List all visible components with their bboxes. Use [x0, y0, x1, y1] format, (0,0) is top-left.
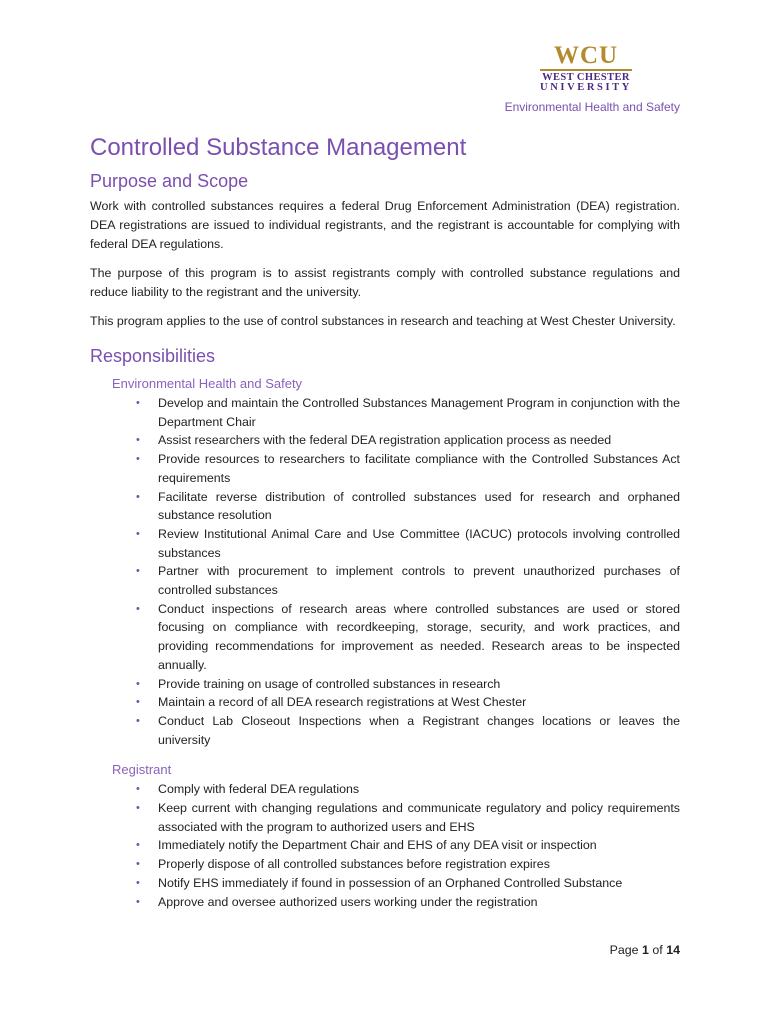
list-item [136, 431, 680, 450]
bullet-icon: • [136, 434, 140, 447]
bullet-icon: • [136, 783, 140, 796]
page-current: 1 [642, 943, 649, 957]
list-item-text: Facilitate reverse distribution of controlled substances used for research and orphaned substance resolution [158, 489, 680, 523]
list-item-text: Keep current with changing regulations and communicate regulatory and policy requirements associated with the program to authorized users and EHS [158, 801, 680, 834]
list-item [136, 693, 680, 712]
purpose-paragraph: This program applies to the use of control substances in research and teaching at West Chester University. [90, 314, 676, 328]
list-item [136, 893, 680, 912]
list-item [136, 799, 680, 836]
list-item [136, 488, 680, 525]
purpose-heading: Purpose and Scope [90, 171, 249, 191]
list-item-text: Notify EHS immediately if found in possession of an Orphaned Controlled Substance [158, 875, 623, 890]
list-item-text: Provide training on usage of controlled substances in research [158, 676, 501, 691]
list-item [136, 874, 680, 893]
header-department: Environmental Health and Safety [504, 100, 680, 114]
page-label: Page [609, 943, 639, 957]
purpose-paragraph: Work with controlled substances requires a federal Drug Enforcement Administration (DEA) registration. DEA registrations are issued to individual registrants, and the registrant is accountable for complying with federal DEA regulations. [90, 199, 680, 251]
bullet-icon: • [136, 895, 140, 908]
document-body [90, 132, 680, 911]
list-item-text: Immediately notify the Department Chair and EHS of any DEA visit or inspection [158, 838, 597, 853]
list-item-text: Assist researchers with the federal DEA registration application process as needed [158, 433, 612, 448]
list-item-text: Partner with procurement to implement controls to prevent unauthorized purchases of controlled substances [158, 564, 680, 598]
list-item [136, 855, 680, 874]
logo-line-1: WEST CHESTER [542, 72, 630, 83]
ehs-subheading: Environmental Health and Safety [112, 376, 303, 391]
list-item [136, 562, 680, 599]
list-item [136, 394, 680, 431]
list-item [136, 675, 680, 694]
list-item [136, 780, 680, 799]
bullet-icon: • [136, 602, 140, 615]
list-item-text: Maintain a record of all DEA research registrations at West Chester [158, 695, 527, 710]
bullet-icon: • [136, 696, 140, 709]
list-item-text: Properly dispose of all controlled substances before registration expires [158, 857, 550, 872]
bullet-icon: • [136, 453, 140, 466]
list-item [136, 450, 680, 487]
list-item-text: Conduct inspections of research areas where controlled substances are used or stored focusing on compliance with recordkeeping, storage, security, and work practices, and providing recommendations for improvement as needed. Research areas to be inspected annually. [158, 601, 680, 672]
wcu-logo [536, 44, 636, 93]
page-title: Controlled Substance Management [90, 134, 467, 161]
bullet-icon: • [136, 490, 140, 503]
registrant-list [90, 780, 680, 911]
list-item-text: Comply with federal DEA regulations [158, 782, 360, 797]
list-item-text: Develop and maintain the Controlled Substances Management Program in conjunction with the Department Chair [158, 396, 680, 429]
bullet-icon: • [136, 714, 140, 727]
list-item-text: Approve and oversee authorized users working under the registration [158, 894, 538, 909]
page-total: 14 [666, 943, 680, 957]
list-item-text: Provide resources to researchers to facilitate compliance with the Controlled Substances Act requirements [158, 452, 680, 485]
list-item [136, 600, 680, 675]
bullet-icon: • [136, 802, 140, 815]
list-item-text: Review Institutional Animal Care and Use Committee (IACUC) protocols involving controlled substances [158, 526, 680, 560]
logo-line-2: UNIVERSITY [540, 82, 632, 93]
bullet-icon: • [136, 876, 140, 889]
responsibilities-heading: Responsibilities [90, 346, 216, 366]
bullet-icon: • [136, 527, 140, 540]
bullet-icon: • [136, 397, 140, 409]
page-of: of [652, 943, 663, 957]
list-item [136, 525, 680, 562]
logo-rule [540, 69, 632, 71]
bullet-icon: • [136, 565, 140, 578]
ehs-list [90, 394, 680, 749]
bullet-icon: • [136, 677, 140, 690]
logo-mark: WCU [553, 42, 619, 69]
page-number [610, 943, 680, 957]
bullet-icon: • [136, 839, 140, 852]
bullet-icon: • [136, 858, 140, 871]
list-item-text: Conduct Lab Closeout Inspections when a Registrant changes locations or leaves the university [158, 713, 680, 747]
purpose-paragraph: The purpose of this program is to assist registrants comply with controlled substance regulations and reduce liability to the registrant and the university. [90, 266, 680, 299]
list-item [136, 712, 680, 749]
registrant-subheading: Registrant [112, 762, 172, 778]
list-item [136, 836, 680, 855]
